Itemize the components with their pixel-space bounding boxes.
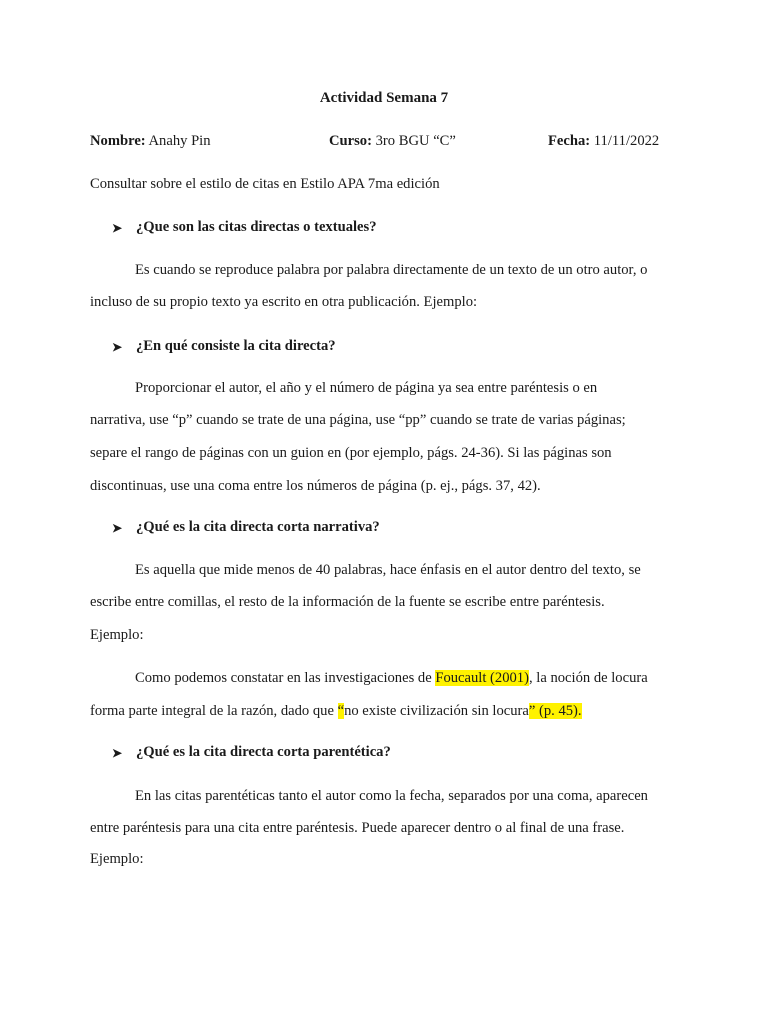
arrow-bullet-icon: ➤ [112, 221, 123, 235]
paragraph-line: Es cuando se reproduce palabra por palabra directamente de un texto de un otro autor, o [135, 262, 648, 278]
question-heading: ¿Que son las citas directas o textuales? [136, 219, 377, 235]
nombre-label: Nombre: [90, 133, 146, 149]
paragraph-line: entre paréntesis para una cita entre paréntesis. Puede aparecer dentro o al final de una frase. [90, 820, 625, 836]
paragraph-line: separe el rango de páginas con un guion en (por ejemplo, págs. 24-36). Si las páginas son [90, 445, 612, 461]
highlighted-citation: Foucault (2001) [435, 670, 529, 686]
paragraph-line: discontinuas, use una coma entre los números de página (p. ej., págs. 37, 42). [90, 478, 541, 494]
question-heading: ¿Qué es la cita directa corta parentética? [136, 744, 391, 760]
paragraph-line: Ejemplo: [90, 627, 144, 643]
example-quote-line [135, 670, 648, 687]
question-heading: ¿Qué es la cita directa corta narrativa? [136, 519, 380, 535]
paragraph-line: incluso de su propio texto ya escrito en otra publicación. Ejemplo: [90, 294, 478, 310]
question-heading: ¿En qué consiste la cita directa? [136, 338, 336, 354]
fecha-label: Fecha: [548, 133, 591, 149]
document-title: Actividad Semana 7 [319, 90, 449, 106]
quoted-text: no existe civilización sin locura [344, 703, 529, 719]
example-text: , la noción de locura [528, 670, 648, 686]
highlighted-quote-mark: “ [337, 703, 345, 719]
paragraph-line: En las citas parentéticas tanto el autor como la fecha, separados por una coma, aparecen [135, 788, 648, 804]
arrow-bullet-icon: ➤ [112, 340, 123, 354]
arrow-bullet-icon: ➤ [112, 746, 123, 760]
curso-value: 3ro BGU “C” [371, 133, 456, 149]
paragraph-line: Es aquella que mide menos de 40 palabras, hace énfasis en el autor dentro del texto, se [135, 562, 641, 578]
nombre-value: Anahy Pin [145, 133, 211, 149]
curso-field [329, 133, 456, 150]
paragraph-line: Proporcionar el autor, el año y el número de página ya sea entre paréntesis o en [135, 380, 598, 396]
intro-text: Consultar sobre el estilo de citas en Estilo APA 7ma edición [90, 176, 440, 192]
nombre-field [90, 133, 211, 150]
highlighted-page-reference: ” (p. 45). [528, 703, 582, 719]
paragraph-line: narrativa, use “p” cuando se trate de una página, use “pp” cuando se trate de varias páginas; [90, 412, 626, 428]
example-text: Como podemos constatar en las investigaciones de [135, 670, 436, 686]
example-quote-line [90, 703, 582, 720]
paragraph-line: Ejemplo: [90, 851, 144, 867]
fecha-field [548, 133, 659, 150]
paragraph-line: escribe entre comillas, el resto de la información de la fuente se escribe entre paréntesis. [90, 594, 605, 610]
fecha-value: 11/11/2022 [590, 133, 660, 149]
example-text: forma parte integral de la razón, dado que [90, 703, 338, 719]
curso-label: Curso: [329, 133, 372, 149]
arrow-bullet-icon: ➤ [112, 521, 123, 535]
